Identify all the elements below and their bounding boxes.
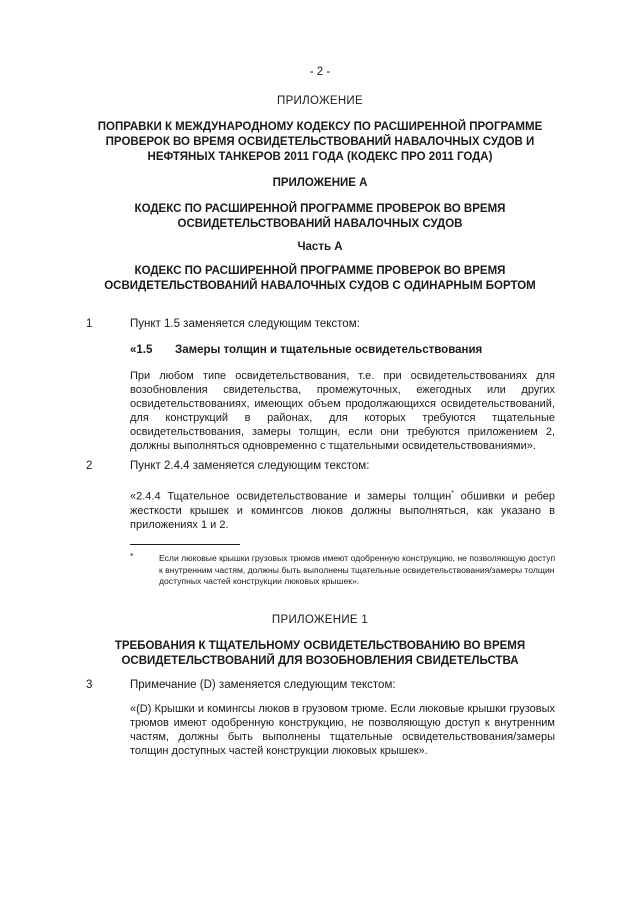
footnote-divider <box>130 544 240 545</box>
annex-1-heading <box>0 639 640 669</box>
item-body-text: обшивки и ребер жесткости крышек и комингсов люков должны выполняться, как указано в приложениях 1 и 2. <box>130 490 555 531</box>
annex-1-heading-line: ТРЕБОВАНИЯ К ТЩАТЕЛЬНОМУ ОСВИДЕТЕЛЬСТВОВАНИЮ ВО ВРЕМЯ <box>114 640 526 652</box>
annex-1-heading-line: ОСВИДЕТЕЛЬСТВОВАНИЙ ДЛЯ ВОЗОБНОВЛЕНИЯ СВИДЕТЕЛЬСТВА <box>121 655 519 667</box>
item-body: «(D) Крышки и комингсы люков в грузовом трюме. Если люковые крышки грузовых трюмов имеют одобренную конструкцию, не позволяющую доступ к внутренним частям, должны быть выполнены тщательные освидетельствования/замеры толщин доступных частей конструкции люковых крышек». <box>130 703 555 757</box>
subsection-number: «1.5 <box>130 344 153 356</box>
part-a-heading <box>0 264 640 294</box>
page-number: - 2 - <box>309 66 331 78</box>
annex-title: ПРИЛОЖЕНИЕ <box>277 95 363 107</box>
part-a-heading-line: ОСВИДЕТЕЛЬСТВОВАНИЙ НАВАЛОЧНЫХ СУДОВ С ОДИНАРНЫМ БОРТОМ <box>104 280 536 292</box>
footnote-text: Если люковые крышки грузовых трюмов имеют одобренную конструкцию, не позволяющую доступ к внутренним частям, должны быть выполнены тщательные освидетельствования/замеры толщин доступных частей конструкции люковых крышек». <box>159 553 556 586</box>
main-heading-line: ПОПРАВКИ К МЕЖДУНАРОДНОМУ КОДЕКСУ ПО РАСШИРЕННОЙ ПРОГРАММЕ <box>97 121 543 133</box>
item-body-text: «2.4.4 Тщательное освидетельствование и замеры толщин <box>130 490 452 503</box>
annex-a-heading-line: ОСВИДЕТЕЛЬСТВОВАНИЙ НАВАЛОЧНЫХ СУДОВ <box>177 218 463 230</box>
item-lead: Пункт 2.4.4 заменяется следующим текстом: <box>130 460 370 472</box>
item-lead: Примечание (D) заменяется следующим текстом: <box>130 679 396 691</box>
footnote-mark: * <box>130 551 134 561</box>
main-heading-line: ПРОВЕРОК ВО ВРЕМЯ ОСВИДЕТЕЛЬСТВОВАНИЙ НАВАЛОЧНЫХ СУДОВ И <box>105 136 535 148</box>
main-heading-line: НЕФТЯНЫХ ТАНКЕРОВ 2011 ГОДА (КОДЕКС ПРО 2011 ГОДА) <box>147 151 493 163</box>
item-body <box>130 487 555 532</box>
part-a-title: Часть А <box>297 241 343 253</box>
item-lead: Пункт 1.5 заменяется следующим текстом: <box>130 318 360 330</box>
annex-a-heading <box>0 202 640 232</box>
item-number: 3 <box>86 679 93 691</box>
part-a-heading-line: КОДЕКС ПО РАСШИРЕННОЙ ПРОГРАММЕ ПРОВЕРОК ВО ВРЕМЯ <box>134 265 506 277</box>
item-number: 2 <box>86 460 93 472</box>
footnote-reference: * <box>451 490 454 497</box>
annex-a-title: ПРИЛОЖЕНИЕ А <box>272 177 368 189</box>
item-body: При любом типе освидетельствования, т.е. при освидетельствованиях для возобновления свидетельства, промежуточных, ежегодных или других освидетельствованиях, имеющих объем продолжающихся освидетельствований, для конструкций в районах, для которых требуются тщательные освидетельствования, замеры толщин, если они требуются приложением 2, должны выполняться одновременно с тщательными освидетельствованиями». <box>130 370 555 452</box>
subsection-title: Замеры толщин и тщательные освидетельствования <box>175 344 483 356</box>
item-number: 1 <box>86 318 93 330</box>
annex-1-title: ПРИЛОЖЕНИЕ 1 <box>271 614 369 626</box>
annex-a-heading-line: КОДЕКС ПО РАСШИРЕННОЙ ПРОГРАММЕ ПРОВЕРОК ВО ВРЕМЯ <box>134 203 506 215</box>
main-heading <box>0 120 640 165</box>
